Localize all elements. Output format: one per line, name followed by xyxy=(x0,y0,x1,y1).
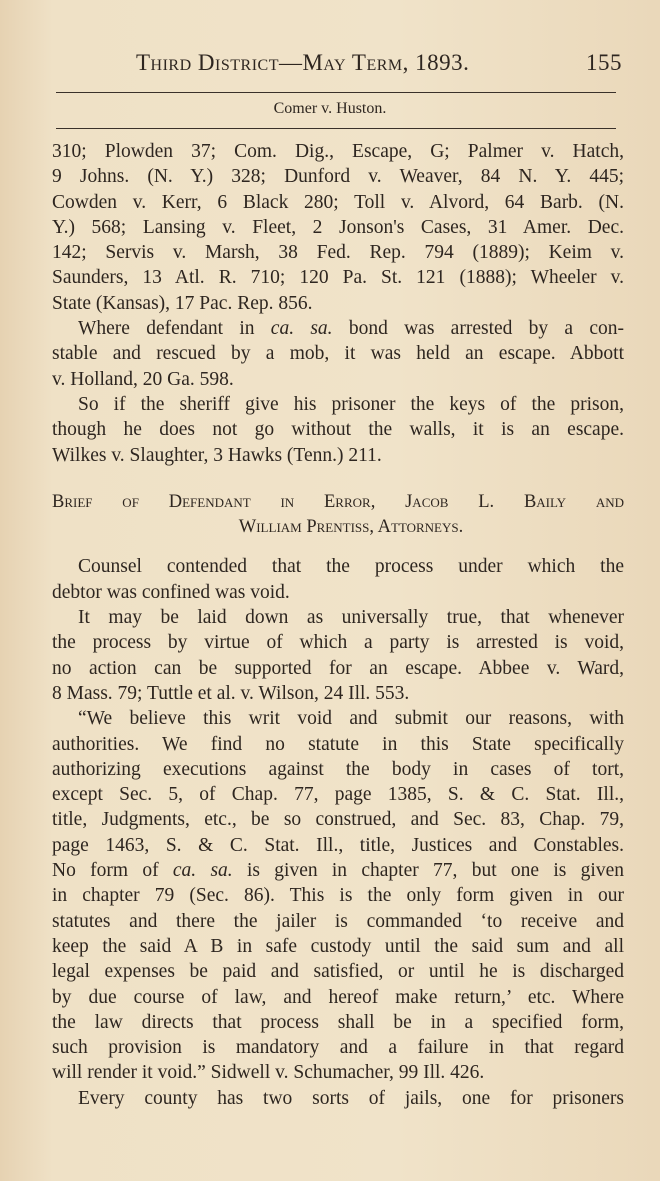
text-line: except Sec. 5, of Chap. 77, page 1385, S. & C. Stat. Ill., xyxy=(52,784,624,806)
text-line: in chapter 79 (Sec. 86). This is the only form given in our xyxy=(52,885,624,907)
paragraph-quotation xyxy=(52,706,624,1085)
text-line: stable and rescued by a mob, it was held an escape. Abbott xyxy=(52,343,624,365)
text-line: 8 Mass. 79; Tuttle et al. v. Wilson, 24 Ill. 553. xyxy=(52,682,410,704)
text-line: 310; Plowden 37; Com. Dig., Escape, G; Palmer v. Hatch, xyxy=(52,141,624,162)
text-line: State (Kansas), 17 Pac. Rep. 856. xyxy=(52,292,313,314)
text-line: Where defendant in ca. sa. bond was arrested by a con- xyxy=(78,318,624,340)
text-line: “We believe this writ void and submit our reasons, with xyxy=(78,708,624,730)
body-text xyxy=(52,139,624,1111)
page-number: 155 xyxy=(586,50,622,75)
text-line: v. Holland, 20 Ga. 598. xyxy=(52,368,234,390)
paragraph-jails xyxy=(52,1086,624,1111)
paragraph-keys xyxy=(52,392,624,468)
text-line: will render it void.” Sidwell v. Schumacher, 99 Ill. 426. xyxy=(52,1062,485,1084)
text-line: So if the sheriff give his prisoner the keys of the prison, xyxy=(78,393,624,415)
brief-heading-line: Brief of Defendant in Error, Jacob L. Baily and xyxy=(52,491,624,512)
paragraph-rescue xyxy=(52,316,624,392)
case-name: Comer v. Huston. xyxy=(273,100,387,117)
text-line: 142; Servis v. Marsh, 38 Fed. Rep. 794 (1889); Keim v. xyxy=(52,242,624,264)
text-line: by due course of law, and hereof make return,’ etc. Where xyxy=(52,986,624,1008)
text-line: no action can be supported for an escape. Abbee v. Ward, xyxy=(52,657,624,679)
running-head-title: Third District—May Term, 1893. xyxy=(136,50,470,75)
text-line: title, Judgments, etc., be so construed, and Sec. 83, Chap. 79, xyxy=(52,809,624,831)
text-line: authorities. We find no statute in this State specifically xyxy=(52,733,624,755)
text-line: the process by virtue of which a party is arrested is void, xyxy=(52,632,624,654)
paragraph-void-process xyxy=(52,605,624,706)
text-line: legal expenses be paid and satisfied, or until he is discharged xyxy=(52,961,624,983)
text-line: Every county has two sorts of jails, one for prisoners xyxy=(78,1087,624,1109)
text-line: 9 Johns. (N. Y.) 328; Dunford v. Weaver, 84 N. Y. 445; xyxy=(52,166,624,188)
text-line: It may be laid down as universally true, that whenever xyxy=(78,607,624,629)
header-rule-bottom xyxy=(56,128,616,129)
text-line: Wilkes v. Slaughter, 3 Hawks (Tenn.) 211. xyxy=(52,444,382,466)
text-line: Y.) 568; Lansing v. Fleet, 2 Jonson's Cases, 31 Amer. Dec. xyxy=(52,216,624,238)
brief-heading-line: William Prentiss, Attorneys. xyxy=(238,517,464,538)
text-line: though he does not go without the walls, it is an escape. xyxy=(52,419,624,441)
text-line: Counsel contended that the process under which the xyxy=(78,556,624,578)
brief-heading xyxy=(52,490,624,541)
text-line: No form of ca. sa. is given in chapter 77, but one is given xyxy=(52,860,624,882)
text-line: keep the said A B in safe custody until the said sum and all xyxy=(52,935,624,957)
running-head xyxy=(136,50,622,76)
text-line: the law directs that process shall be in a specified form, xyxy=(52,1011,624,1033)
text-line: such provision is mandatory and a failure in that regard xyxy=(52,1037,624,1059)
text-line: authorizing executions against the body in cases of tort, xyxy=(52,758,624,780)
paragraph-citations xyxy=(52,139,624,316)
text-line: page 1463, S. & C. Stat. Ill., title, Justices and Constables. xyxy=(52,834,624,856)
text-line: statutes and there the jailer is commanded ‘to receive and xyxy=(52,910,624,932)
text-line: Cowden v. Kerr, 6 Black 280; Toll v. Alvord, 64 Barb. (N. xyxy=(52,191,624,213)
header-rule-top xyxy=(56,92,616,93)
paragraph-counsel xyxy=(52,554,624,605)
text-line: debtor was confined was void. xyxy=(52,581,290,603)
text-line: Saunders, 13 Atl. R. 710; 120 Pa. St. 121 (1888); Wheeler v. xyxy=(52,267,624,289)
